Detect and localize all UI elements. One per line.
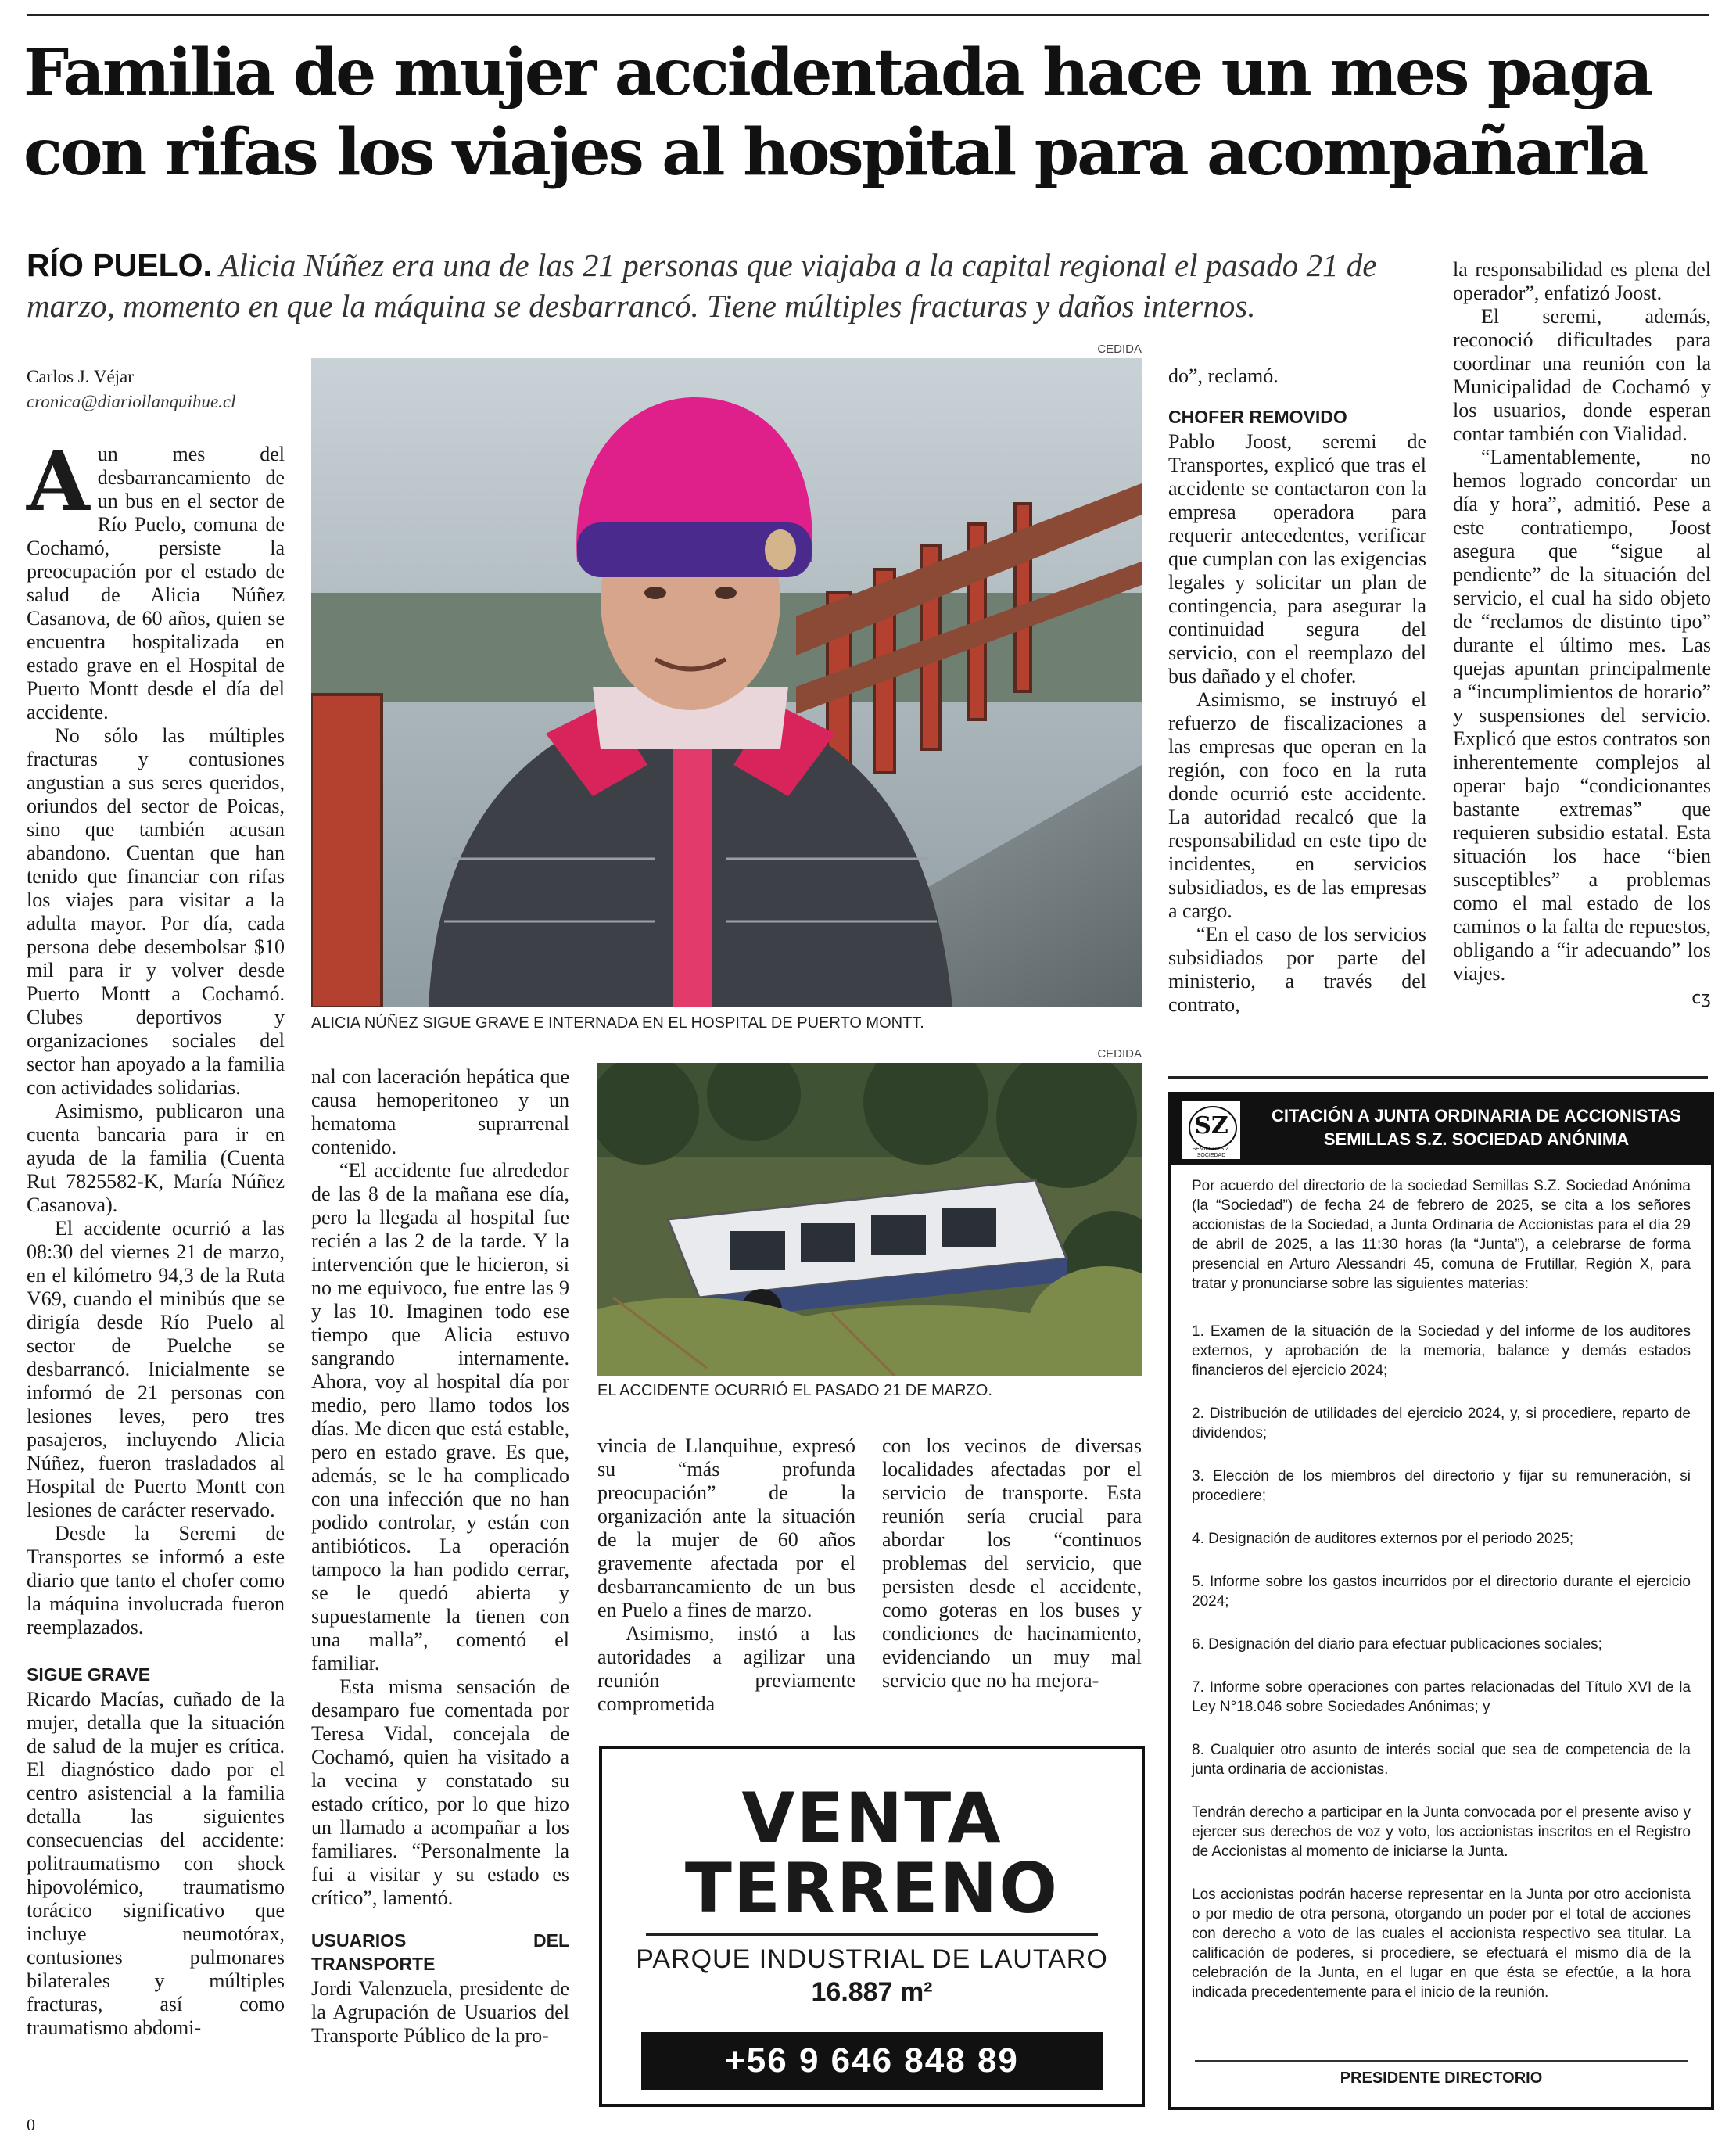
end-mark-row [1453, 985, 1711, 1010]
advert-area: 16.887 m² [811, 1977, 933, 2007]
notice-signature: PRESIDENTE DIRECTORIO [1340, 2069, 1543, 2087]
paragraph: Aun mes del desbarrancamiento de un bus en el sector de Río Puelo, comuna de Cochamó, persiste la preocupación por el estado de salud de Alicia Núñez Casanova, de 60 años, quien se encuentra hospitalizada en estado grave en el Hospital de Puerto Montt desde el día del accidente. [27, 433, 285, 723]
end-mark-icon: ᴄʒ [1691, 989, 1711, 1008]
deck-text: Alicia Núñez era una de las 21 personas que viajaba a la capital regional el pasado 21 de marzo, momento en que la máquina se desbarrancó. Tiene múltiples fracturas y daños internos. [27, 247, 1377, 324]
notice-body [1192, 1176, 1691, 2026]
drop-cap: A [27, 433, 90, 529]
column-2 [311, 1065, 569, 2048]
notice-title-line-1: CITACIÓN A JUNTA ORDINARIA DE ACCIONISTAS [1272, 1106, 1681, 1125]
paragraph: Asimismo, publicaron una cuenta bancaria para ir en ayuda de la familia (Cuenta Rut 7825582-K, María Núñez Casanova). [27, 1100, 285, 1216]
notice-item: 1. Examen de la situación de la Sociedad y del informe de los auditores externos, y aprobación de la memoria, balance y demás estados financieros del ejercicio 2024; [1192, 1323, 1691, 1379]
notice-title-line-2: SEMILLAS S.Z. SOCIEDAD ANÓNIMA [1323, 1129, 1630, 1149]
byline [27, 364, 285, 415]
notice-item: 2. Distribución de utilidades del ejercicio 2024, y, si procediere, reparto de dividendos; [1192, 1405, 1691, 1441]
paragraph: la responsabilidad es plena del operador”, enfatizó Joost. [1453, 258, 1711, 304]
subheading-chofer: CHOFER REMOVIDO [1168, 407, 1347, 427]
page-number: 0 [27, 2115, 35, 2134]
logo-letters: SZ [1194, 1112, 1228, 1140]
paragraph: vincia de Llanquihue, expresó su “más profunda preocupación” de la organización ante la situación de la mujer de 60 años gravemente afectada por el desbarrancamiento de un bus en Puelo a fines de marzo. [597, 1434, 855, 1621]
paragraph: Ricardo Macías, cuñado de la mujer, detalla que la situación de salud de la mujer es crítica. El diagnóstico dado por el centro asistencial a la familia detalla las siguientes consecuencias del accidente: politraumatismo con shock hipovolémico, traumatismo torácico significativo que incluye neumotórax, contusiones pulmonares bilaterales y múltiples fracturas, así como traumatismo abdomi- [27, 1688, 285, 2039]
deck [27, 245, 1403, 326]
photo-alicia-nunez [311, 358, 1142, 1007]
notice-participation: Tendrán derecho a participar en la Junta convocada por el presente aviso y ejercer sus derechos de voz y voto, los accionistas inscritos en el Registro de Accionistas al momento de iniciarse la Junta. [1192, 1804, 1691, 1860]
column-1 [27, 433, 285, 2040]
paragraph: Desde la Seremi de Transportes se informó a este diario que tanto el chofer como la máquina involucrada fueron reemplazados. [27, 1522, 285, 1639]
notice-proxy: Los accionistas podrán hacerse representar en la Junta por otro accionista o por medio de otra persona, otorgando un poder por el total de acciones con derecho a voto de las cuales el accionista respectivo sea titular. La calificación de poderes, si procediere, se efectuará el mismo día de la celebración de la Junta, en el lugar en que ésta se efectúe, a la hora indicada precedentemente para el inicio de la reunión. [1192, 1886, 1691, 2001]
notice-item: 7. Informe sobre operaciones con partes relacionadas del Título XVI de la Ley N°18.046 sobre Sociedades Anónimas; y [1192, 1679, 1691, 1715]
headline-line-1: Familia de mujer accidentada hace un mes paga [23, 35, 1651, 110]
notice-item: 5. Informe sobre los gastos incurridos por el directorio durante el ejercicio 2024; [1192, 1574, 1691, 1610]
paragraph: El accidente ocurrió a las 08:30 del viernes 21 de marzo, en el kilómetro 94,3 de la Ruta V69, cuando el minibús que se dirigía desde Río Puelo al sector de Puelche se desbarrancó. Inicialmente se informó de 21 personas con lesiones leves, pero tres pasajeros, incluyendo Alicia Núñez, fueron trasladados al Hospital de Puerto Montt con lesiones de carácter reservado. [27, 1217, 285, 1521]
notice-shareholders-meeting [1168, 1092, 1714, 2110]
advert-rule [646, 1933, 1098, 1936]
paragraph: Pablo Joost, seremi de Transportes, explicó que tras el accidente se contactaron con la empresa operadora para requerir antecedentes, verificar que cumplan con las exigencias legales y solicitar un plan de contingencia, para asegurar la continuidad segura del servicio, con el reemplazo del bus dañado y el chofer. [1168, 430, 1426, 687]
photo-bus-accident [597, 1063, 1142, 1376]
author-name: Carlos J. Véjar [27, 367, 134, 386]
paragraph: “En el caso de los servicios subsidiados por parte del ministerio, a través del contrato, [1168, 923, 1426, 1016]
deck-location: RÍO PUELO. [27, 247, 212, 283]
subheading-usuarios: USUARIOS DEL TRANSPORTE [311, 1930, 569, 1974]
paragraph: “Lamentablemente, no hemos logrado concordar un día y hora”, admitió. Pese a este contratiempo, Joost asegura que “sigue al pendiente” de la situación del servicio, el cual ha sido objeto de “reclamos de distinto tipo” durante el último mes. Las quejas apuntan principalmente a “incumplimientos de horario” y suspensiones del servicio. Explicó que estos contratos son inherentemente complejos al operar bajo “condicionantes bastante extremas” que requieren subsidio estatal. Esta situación los hace “bien susceptibles” a problemas como el mal estado de los caminos o la falta de repuestos, obligando a “ir adecuando” los viajes. [1453, 446, 1711, 985]
paragraph: nal con laceración hepática que causa hemoperitoneo y un hematoma suprarrenal contenido. [311, 1065, 569, 1158]
subheading-sigue-grave: SIGUE GRAVE [27, 1664, 151, 1685]
headline-line-2: con rifas los viajes al hospital para acompañarla [23, 115, 1647, 190]
paragraph: Asimismo, instó a las autoridades a agilizar una reunión previamente comprometida [597, 1622, 855, 1715]
column-6 [1453, 258, 1711, 1010]
notice-header [1171, 1095, 1711, 1165]
company-logo [1181, 1100, 1242, 1165]
section-rule [1168, 1076, 1708, 1079]
notice-intro: Por acuerdo del directorio de la sociedad Semillas S.Z. Sociedad Anónima (la “Sociedad”) de fecha 24 de febrero de 2025, se cita a los señores accionistas de la Sociedad, a Junta Ordinaria de Accionistas para el día 29 de abril de 2025, a las 11:30 horas (la “Junta”), a celebrarse de forma presencial en Arturo Alessandri 45, comuna de Frutillar, Región X, para tratar y pronunciarse sobre las siguientes materias: [1192, 1178, 1691, 1292]
photo-caption: EL ACCIDENTE OCURRIÓ EL PASADO 21 DE MARZO. [597, 1382, 992, 1399]
photo-caption: ALICIA NÚÑEZ SIGUE GRAVE E INTERNADA EN EL HOSPITAL DE PUERTO MONTT. [311, 1014, 924, 1032]
headline [23, 33, 1713, 192]
paragraph: “El accidente fue alrededor de las 8 de la mañana ese día, pero la llegada al hospital fue recién a las 2 de la tarde. Y la intervención que le hicieron, si no me equivoco, fue entre las 9 y las 10. Imaginen todo ese tiempo que Alicia estuvo sangrando internamente. Ahora, voy al hospital día por medio, pero llamo todos los días. Me dicen que está estable, pero en estado grave. Es que, además, se le ha complicado con una infección que no han podido controlar, y están con antibióticos. La operación tampoco la han podido cerrar, se le quedó abierta y supuestamente la tienen con una malla”, comentó el familiar. [311, 1159, 569, 1675]
logo-small-text: SEMILLAS S.Z. SOCIEDAD ANÓNIMA [1192, 1147, 1231, 1165]
advert-title-line-2: TERRENO [684, 1848, 1060, 1929]
advert-location: PARQUE INDUSTRIAL DE LAUTARO [636, 1944, 1108, 1974]
advert-land-sale [599, 1746, 1145, 2107]
notice-footer-rule [1195, 2060, 1688, 2062]
column-3 [597, 1434, 855, 1716]
bus-illustration [597, 1063, 1142, 1376]
paragraph: El seremi, además, reconoció dificultades para coordinar una reunión con la Municipalidad de Cochamó y los usuarios, donde esperan contar también con Vialidad. [1453, 305, 1711, 445]
notice-title [1250, 1104, 1703, 1151]
notice-item: 4. Designación de auditores externos por el periodo 2025; [1192, 1531, 1573, 1547]
paragraph: con los vecinos de diversas localidades afectadas por el servicio de transporte. Esta reunión sería crucial para abordar los “continuos problemas del servicio, que persisten desde el accidente, como goteras en los buses y condiciones de hacinamiento, evidenciando un muy mal servicio que no ha mejora- [882, 1434, 1142, 1692]
logo-ring-icon [1189, 1106, 1237, 1150]
paragraph: No sólo las múltiples fracturas y contusiones angustian a sus seres queridos, oriundos del sector de Poicas, sino que también acusan abandono. Cuentan que han tenido que financiar con rifas los viajes para visitar a la adulta mayor. Por día, cada persona debe desembolsar $10 mil para ir y volver desde Puerto Montt a Cochamó. Clubes deportivos y organizaciones sociales del sector han apoyado a la familia con actividades solidarias. [27, 724, 285, 1099]
paragraph: Asimismo, se instruyó el refuerzo de fiscalizaciones a las empresas que operan en la región, con foco en la ruta donde ocurrió este accidente. La autoridad recalcó que la responsabilidad en este tipo de incidentes, en servicios subsidiados, es de las empresas a cargo. [1168, 688, 1426, 922]
notice-item: 6. Designación del diario para efectuar publicaciones sociales; [1192, 1636, 1602, 1653]
paragraph: Esta misma sensación de desamparo fue comentada por Teresa Vidal, concejala de Cochamó, quien ha visitado a la vecina y constatado su estado crítico, por lo que hizo un llamado a acompañar a los familiares. “Personalmente la fui a visitar y su estado es crítico”, lamentó. [311, 1675, 569, 1909]
paragraph: Jordi Valenzuela, presidente de la Agrupación de Usuarios del Transporte Público de la pro- [311, 1977, 569, 2047]
author-email: cronica@diariollanquihue.cl [27, 392, 236, 411]
paragraph: do”, reclamó. [1168, 364, 1279, 387]
column-5 [1168, 364, 1426, 1017]
notice-item: 8. Cualquier otro asunto de interés social que sea de competencia de la junta ordinaria de accionistas. [1192, 1742, 1691, 1778]
notice-item: 3. Elección de los miembros del directorio y fijar su remuneración, si procediere; [1192, 1468, 1691, 1504]
advert-phone: +56 9 646 848 89 [641, 2032, 1103, 2090]
top-rule [27, 14, 1709, 16]
photo-credit: CEDIDA [1097, 1047, 1142, 1061]
photo-credit: CEDIDA [1097, 343, 1142, 356]
portrait-illustration [311, 358, 1142, 1007]
advert-title-line-1: VENTA [741, 1778, 1003, 1858]
column-4 [882, 1434, 1142, 1693]
